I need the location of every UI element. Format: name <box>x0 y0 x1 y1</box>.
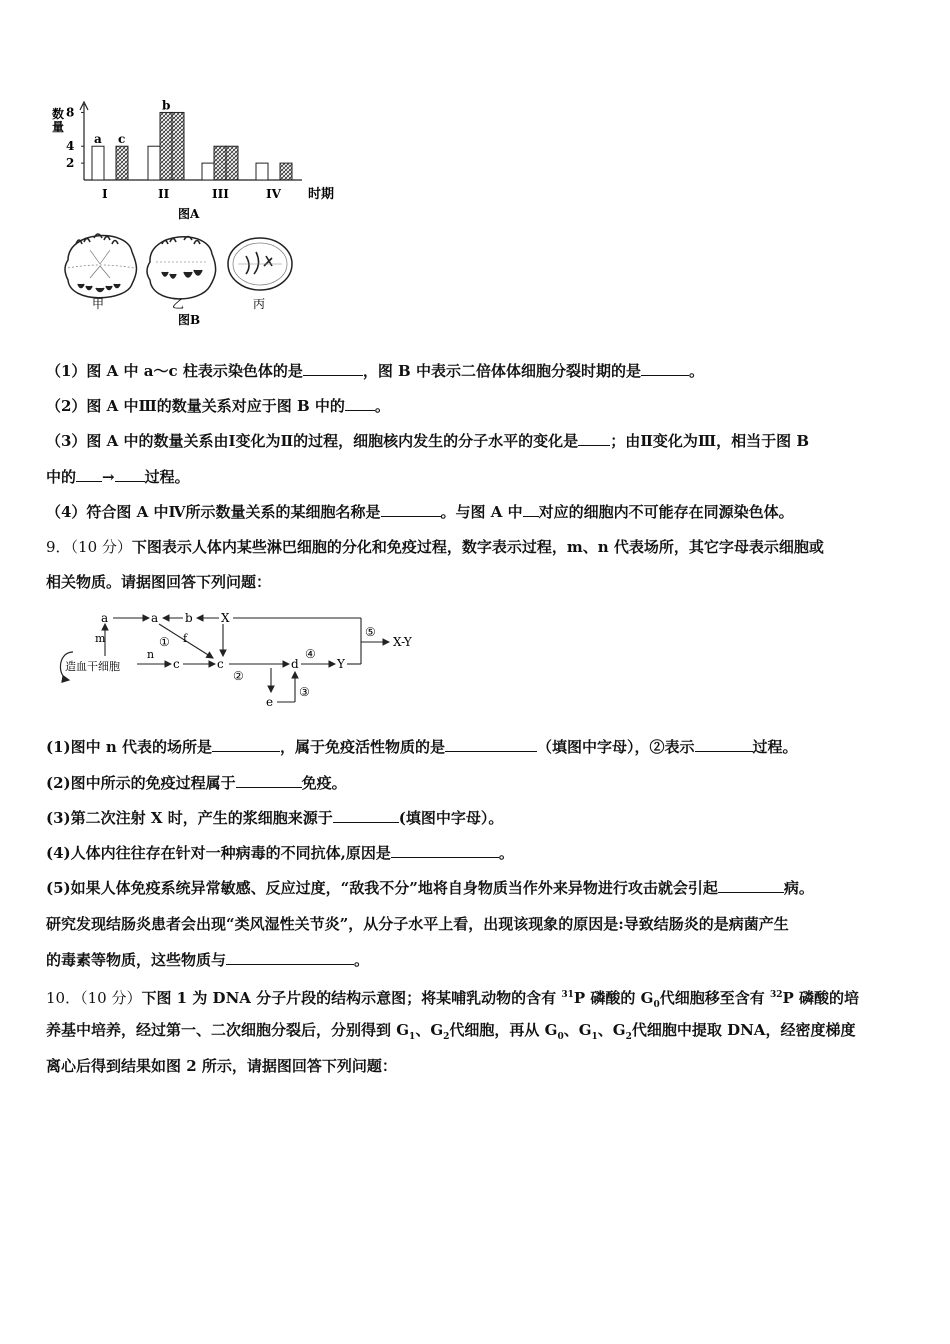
q9-sub4-text-a: (4)人体内往往存在针对一种病毒的不同抗体,原因是 <box>46 844 391 862</box>
label-XY: X-Y <box>393 635 412 649</box>
label-a1: a <box>101 611 109 625</box>
label-n: n <box>147 648 155 661</box>
q8-sub4-text-b: 。与图 A 中 <box>440 503 523 521</box>
q8-sub4 <box>46 502 794 522</box>
label-p2: ② <box>233 669 244 683</box>
q10-line3 <box>46 1056 397 1076</box>
label-m: m <box>95 632 106 645</box>
q9-sub4 <box>46 843 514 863</box>
q10-l2d: 、G <box>563 1021 592 1039</box>
q9-sub1-text-b: ，属于免疫活性物质的是 <box>279 738 445 756</box>
q8-sub1-text-b: ，图 B 中表示二倍体体细胞分裂时期的是 <box>362 362 641 380</box>
q10-l2f: 代细胞中提取 DNA，经密度梯度 <box>631 1021 856 1039</box>
q9-sub1 <box>46 737 798 757</box>
q9-sub2-text-b: 免疫。 <box>301 774 347 792</box>
q10-l2e: 、G <box>597 1021 626 1039</box>
q8-sub3-blank-2[interactable] <box>76 467 102 482</box>
q10-l2a: 养基中培养，经过第一、二次细胞分裂后，分别得到 G <box>46 1021 410 1039</box>
q9-sub5-blank-1[interactable] <box>718 878 784 893</box>
bar-c-3 <box>226 146 238 180</box>
label-p5: ⑤ <box>365 625 376 639</box>
q8-sub3-blank-3[interactable] <box>115 467 145 482</box>
q9-stem-line1 <box>46 537 824 557</box>
q9-sub2-blank[interactable] <box>236 773 302 788</box>
q10-l1b: P 磷酸的 G <box>573 989 654 1007</box>
q10-l2c: 代细胞，再从 G <box>449 1021 558 1039</box>
q8-sub2-text-b: 。 <box>374 397 390 415</box>
cell-label-jia: 甲 <box>92 297 105 311</box>
bar-label-a: a <box>94 132 102 147</box>
label-c1: c <box>173 657 180 671</box>
q8-sub3-arrow: → <box>102 468 115 486</box>
q10-sub1: 1 <box>409 1032 416 1042</box>
q8-sub3-line1 <box>46 431 809 451</box>
label-d: d <box>291 657 299 671</box>
q9-stem-1: 下图表示人体内某些淋巴细胞的分化和免疫过程，数字表示过程，m、n 代表场所，其它字母表示细胞或 <box>131 538 824 556</box>
bar-label-c: c <box>118 132 126 147</box>
q9-sub1-blank-2[interactable] <box>445 737 537 752</box>
label-a2: a <box>151 611 159 625</box>
bar-label-b: b <box>162 100 171 113</box>
q8-sub1-blank-1[interactable] <box>303 361 363 376</box>
q10-l1d: P 磷酸的培 <box>782 989 859 1007</box>
cell-yi <box>147 237 216 299</box>
q9-number: 9．（10 分） <box>46 538 132 556</box>
q9-sub1-blank-1[interactable] <box>212 737 280 752</box>
q10-l1a: 下图 1 为 DNA 分子片段的结构示意图；将某哺乳动物的含有 <box>141 989 562 1007</box>
label-e: e <box>266 695 274 709</box>
q8-sub3-text-a: （3）图 A 中的数量关系由Ⅰ变化为Ⅱ的过程，细胞核内发生的分子水平的变化是 <box>46 432 579 450</box>
bar-c-2 <box>172 112 184 180</box>
q10-sup32: 32 <box>769 990 783 1000</box>
label-b: b <box>185 611 193 625</box>
q8-sub3-blank-1[interactable] <box>578 431 610 446</box>
q10-l1c: 代细胞移至含有 <box>659 989 770 1007</box>
q8-sub4-blank-2[interactable] <box>523 502 539 517</box>
x-tick-label-II: II <box>158 187 170 201</box>
q9-sub4-text-b: 。 <box>498 844 514 862</box>
bar-b-3 <box>214 146 226 180</box>
q9-immune-diagram <box>55 606 435 714</box>
q9-sub2-text-a: (2)图中所示的免疫过程属于 <box>46 774 236 792</box>
cell-jia <box>65 234 137 298</box>
q10-sub0: 0 <box>653 1000 660 1010</box>
q9-sub4-blank[interactable] <box>391 843 499 858</box>
label-p3: ③ <box>299 685 310 699</box>
bar-a-1 <box>92 146 104 180</box>
q9-sub5-line1 <box>46 878 814 898</box>
q9-sub2 <box>46 773 347 793</box>
q10-sup31: 31 <box>561 990 574 1000</box>
q10-sub1b: 1 <box>591 1032 598 1042</box>
q8-sub1 <box>46 361 704 381</box>
figure-a-ylabel-2: 量 <box>52 120 65 134</box>
q9-sub1-text-a: (1)图中 n 代表的场所是 <box>46 738 212 756</box>
q10-sub2: 2 <box>443 1032 450 1042</box>
q8-sub4-text-a: （4）符合图 A 中Ⅳ所示数量关系的某细胞名称是 <box>46 503 381 521</box>
q9-sub5-line2 <box>46 914 789 934</box>
x-tick-label-IV: IV <box>266 187 281 201</box>
label-f: f <box>183 632 188 645</box>
bar-c-1 <box>116 146 128 180</box>
q9-sub1-blank-3[interactable] <box>695 737 753 752</box>
q8-sub3-text-b: ；由Ⅱ变化为Ⅲ，相当于图 B <box>610 432 809 450</box>
q10-l2b: 、G <box>415 1021 444 1039</box>
q8-sub3-line2 <box>46 467 190 487</box>
q9-sub1-text-d: 过程。 <box>752 738 798 756</box>
q9-sub5-text-d: 的毒素等物质，这些物质与 <box>46 951 227 969</box>
q8-sub2-text-a: （2）图 A 中Ⅲ的数量关系对应于图 B 中的 <box>46 397 345 415</box>
q8-sub1-blank-2[interactable] <box>641 361 689 376</box>
q9-sub1-text-c: （填图中字母），②表示 <box>537 738 695 756</box>
q10-sub2b: 2 <box>625 1032 632 1042</box>
figure-a-caption: 图A <box>178 207 200 221</box>
bar-a-3 <box>202 163 214 180</box>
q9-sub3-text-b: (填图中字母）。 <box>398 809 504 827</box>
label-Y: Y <box>337 657 345 671</box>
q9-sub5-blank-2[interactable] <box>226 950 354 965</box>
q9-sub3-blank[interactable] <box>333 808 399 823</box>
q9-sub5-text-e: 。 <box>354 951 370 969</box>
q8-sub4-text-c: 对应的细胞内不可能存在同源染色体。 <box>538 503 794 521</box>
q10-l3: 离心后得到结果如图 2 所示，请据图回答下列问题： <box>46 1057 397 1075</box>
q10-number: 10．（10 分） <box>46 989 142 1007</box>
x-tick-label-III: III <box>212 187 229 201</box>
q10-line1 <box>46 985 859 1015</box>
q8-sub2-blank[interactable] <box>345 396 375 411</box>
cell-bing <box>228 238 292 290</box>
q8-sub1-text-a: （1）图 A 中 a～c 柱表示染色体的是 <box>46 362 303 380</box>
y-tick-label-8: 8 <box>66 105 75 120</box>
q9-sub5-text-b: 病。 <box>783 879 814 897</box>
bar-a-2 <box>148 146 160 180</box>
label-c2: c <box>217 657 224 671</box>
q10-line2 <box>46 1020 855 1047</box>
x-tick-label-I: I <box>102 187 108 201</box>
figure-a-chart <box>40 100 360 225</box>
q9-sub3 <box>46 808 503 828</box>
bar-a-4 <box>256 163 268 180</box>
q8-sub3-text-d: 过程。 <box>144 468 190 486</box>
q10-sub0b: 0 <box>557 1032 564 1042</box>
label-X: X <box>221 611 230 625</box>
q9-sub5-text-a: (5)如果人体免疫系统异常敏感、反应过度，“敌我不分”地将自身物质当作外来异物进行攻击就会引起 <box>46 879 718 897</box>
bar-c-4 <box>280 163 292 180</box>
q8-sub1-text-c: 。 <box>688 362 704 380</box>
hsc-label: 造血干细胞 <box>65 660 120 673</box>
cell-label-yi: 乙 <box>172 297 185 311</box>
q9-sub5-line3 <box>46 950 369 970</box>
figure-a-ylabel-1: 数 <box>52 107 65 121</box>
q9-stem-2: 相关物质。请据图回答下列问题： <box>46 573 272 591</box>
figure-b-diagram <box>60 222 310 330</box>
label-p1: ① <box>159 635 170 649</box>
cell-label-bing: 丙 <box>253 297 266 311</box>
bar-b-2 <box>160 112 172 180</box>
q9-sub5-text-c: 研究发现结肠炎患者会出现“类风湿性关节炎”，从分子水平上看，出现该现象的原因是:导致结肠炎的是病菌产生 <box>46 915 789 933</box>
figure-b-caption: 图B <box>178 313 201 327</box>
q9-sub3-text-a: (3)第二次注射 X 时，产生的浆细胞来源于 <box>46 809 333 827</box>
q8-sub3-text-c: 中的 <box>46 468 77 486</box>
y-tick-label-4: 4 <box>66 139 75 154</box>
y-tick-label-2: 2 <box>66 156 75 171</box>
q8-sub4-blank-1[interactable] <box>381 502 441 517</box>
figure-a-xlabel: 时期 <box>308 187 335 202</box>
label-p4: ④ <box>305 647 316 661</box>
q8-sub2 <box>46 396 390 416</box>
q9-stem-line2 <box>46 572 271 592</box>
